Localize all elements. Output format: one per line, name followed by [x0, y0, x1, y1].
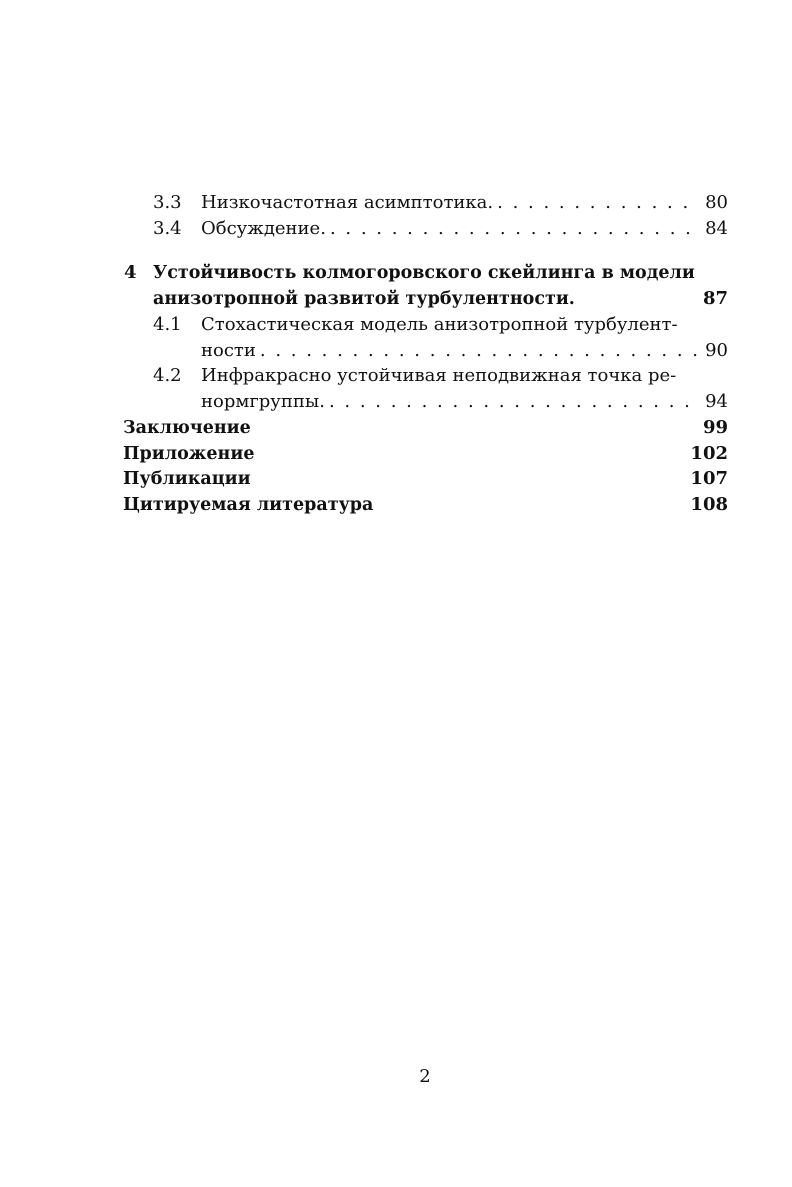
dot-leader	[256, 338, 697, 364]
entry-title: Приложение	[123, 444, 255, 464]
page-ref: 108	[690, 494, 728, 515]
section-title: Низкочастотная асимптотика.	[201, 192, 494, 213]
dot-leader	[326, 216, 697, 242]
section-number: 4.2	[153, 365, 182, 386]
page-ref: 99	[702, 417, 728, 438]
chapter-title-line2: анизотропной развитой турбулентности.	[153, 289, 575, 309]
page-ref: 102	[690, 443, 728, 464]
dot-leader	[493, 190, 697, 216]
dot-leader	[325, 389, 697, 415]
section-number: 3.3	[153, 192, 182, 213]
section-title-line1: Инфракрасно устойчивая неподвижная точка ре-	[201, 365, 677, 386]
toc-chapter-4[interactable]	[0, 260, 792, 286]
toc-references[interactable]	[0, 492, 792, 518]
toc-appendix[interactable]	[0, 441, 792, 467]
section-title-line2: ности	[201, 340, 256, 361]
toc-publications[interactable]	[0, 466, 792, 492]
section-title-line1: Стохастическая модель анизотропной турбулент-	[201, 314, 678, 335]
toc-entry-3-4[interactable]	[0, 216, 792, 242]
page-number: 2	[419, 1066, 431, 1087]
page-ref: 84	[705, 218, 728, 239]
toc-entry-4-1[interactable]	[0, 312, 792, 338]
entry-title: Цитируемая литература	[123, 495, 374, 515]
section-title-line2: нормгруппы.	[201, 391, 325, 412]
section-title: Обсуждение.	[201, 218, 326, 239]
toc-chapter-4-cont	[0, 286, 792, 312]
page-ref: 94	[705, 391, 728, 412]
page-ref: 80	[705, 192, 728, 213]
toc-entry-4-2-cont	[0, 389, 792, 415]
toc-conclusion[interactable]	[0, 415, 792, 441]
chapter-number: 4	[124, 262, 137, 283]
section-number: 4.1	[153, 314, 182, 335]
toc-entry-4-1-cont	[0, 338, 792, 364]
page-ref: 90	[705, 340, 728, 361]
section-number: 3.4	[153, 218, 182, 239]
page-ref: 87	[702, 288, 728, 309]
entry-title: Заключение	[123, 418, 251, 438]
chapter-title-line1: Устойчивость колмогоровского скейлинга в модели	[153, 263, 695, 283]
toc-entry-3-3[interactable]	[0, 190, 792, 216]
page-ref: 107	[690, 468, 728, 489]
toc-entry-4-2[interactable]	[0, 363, 792, 389]
entry-title: Публикации	[123, 469, 251, 489]
